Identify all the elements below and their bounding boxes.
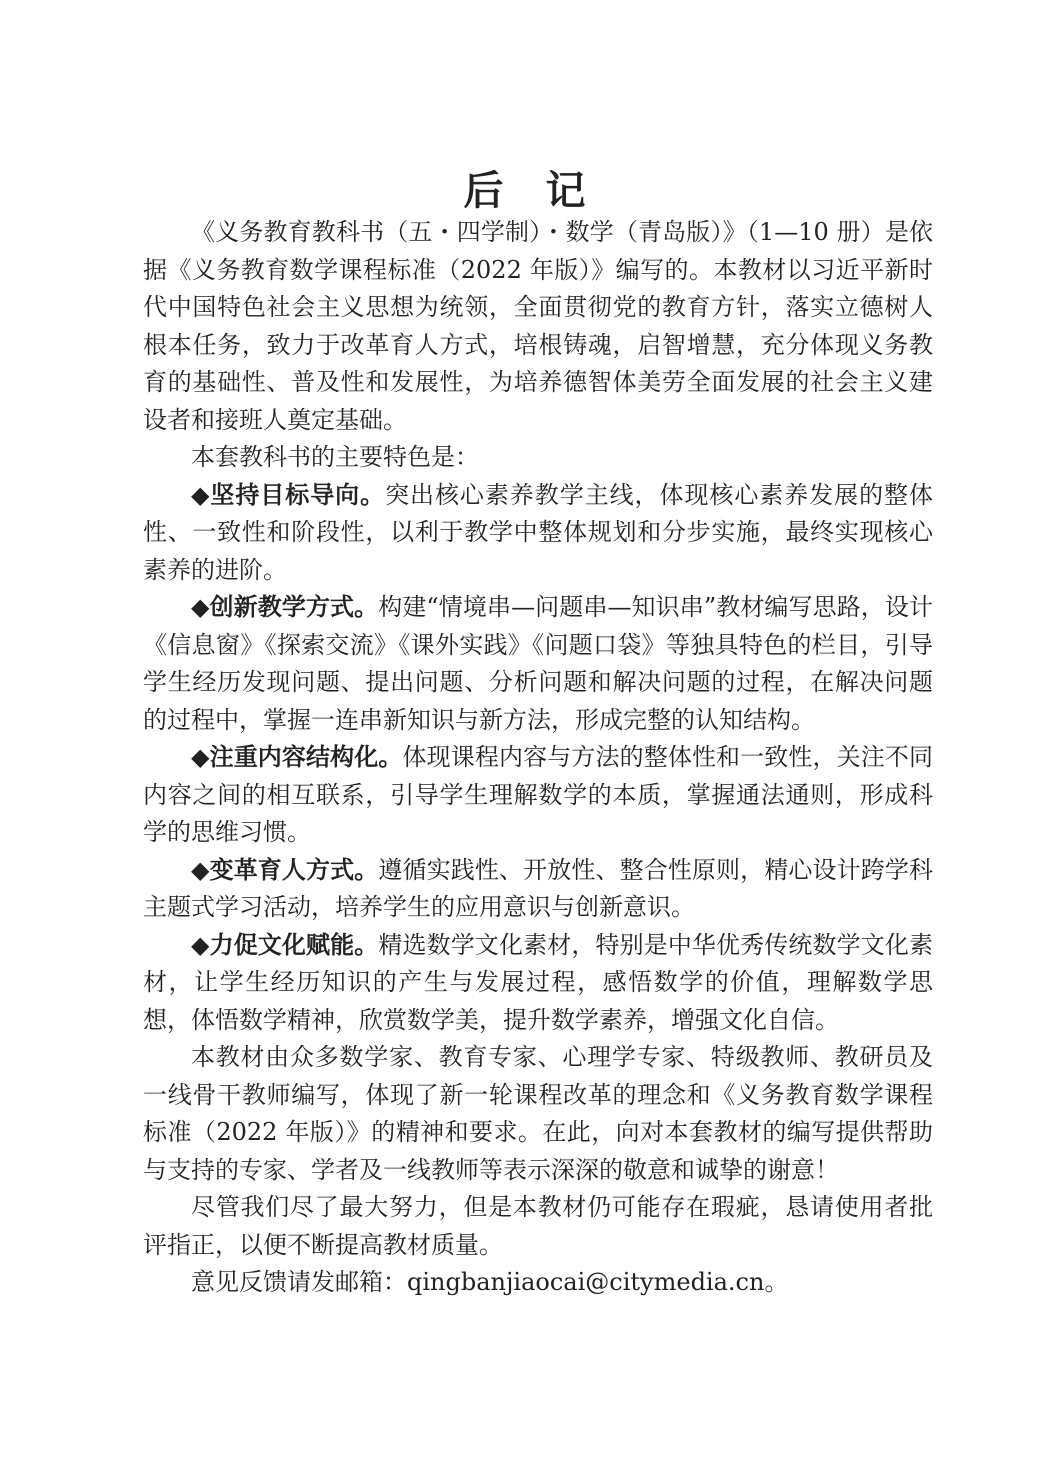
feature-heading: ◆坚持目标导向。 <box>191 480 386 509</box>
features-intro-paragraph: 本套教科书的主要特色是： <box>191 443 479 471</box>
feedback-request-paragraph: 尽管我们尽了最大努力，但是本教材仍可能存在瑕疵，恳请使用者批评指正，以便不断提高教材质量。 <box>143 1193 933 1259</box>
feature-paragraph-goal-orientation <box>143 477 933 590</box>
feature-text: 遵循实践性、开放性、整合性原则，精心设计跨学科主题式学习活动，培养学生的应用意识与创新意识。 <box>143 855 933 921</box>
feature-paragraph-teaching-innovation <box>143 589 933 739</box>
feedback-email-paragraph: 意见反馈请发邮箱：qingbanjiaocai@citymedia.cn。 <box>191 1268 789 1296</box>
page-title: 后记 <box>463 167 628 214</box>
feature-paragraph-education-reform <box>143 852 933 927</box>
authors-paragraph: 本教材由众多数学家、教育专家、心理学专家、特级教师、教研员及一线骨干教师编写，体现了新一轮课程改革的理念和《义务教育数学课程标准（2022 年版）》的精神和要求。在此，向对本套教材的编写提供帮助与支持的专家、学者及一线教师等表示深深的敬意和诚挚的谢意！ <box>143 1043 933 1184</box>
document-body <box>143 214 933 1302</box>
feature-paragraph-content-structure <box>143 739 933 852</box>
feature-text: 体现课程内容与方法的整体性和一致性，关注不同内容之间的相互联系，引导学生理解数学的本质，掌握通法通则，形成科学的思维习惯。 <box>143 743 934 846</box>
feature-text: 构建“情境串—问题串—知识串”教材编写思路，设计《信息窗》《探索交流》《课外实践》《问题口袋》等独具特色的栏目，引导学生经历发现问题、提出问题、分析问题和解决问题的过程，在解决问题的过程中，掌握一连串新知识与新方法，形成完整的认知结构。 <box>143 593 933 734</box>
feature-heading: ◆创新教学方式。 <box>191 593 379 621</box>
feature-heading: ◆变革育人方式。 <box>191 855 379 884</box>
feature-heading: ◆力促文化赋能。 <box>191 930 379 959</box>
feature-heading: ◆注重内容结构化。 <box>191 743 403 771</box>
intro-paragraph: 《义务教育教科书（五・四学制）・数学（青岛版）》（1—10 册）是依据《义务教育数学课程标准（2022 年版）》编写的。本教材以习近平新时代中国特色社会主义思想为统领，全面贯彻党的教育方针，落实立德树人根本任务，致力于改革育人方式，培根铸魂，启智增慧，充分体现义务教育的基础性、普及性和发展性，为培养德智体美劳全面发展的社会主义建设者和接班人奠定基础。 <box>143 218 933 434</box>
feature-paragraph-culture-empowerment <box>143 927 933 1040</box>
feature-text: 突出核心素养教学主线，体现核心素养发展的整体性、一致性和阶段性，以利于教学中整体规划和分步实施，最终实现核心素养的进阶。 <box>143 480 933 584</box>
feature-text: 精选数学文化素材，特别是中华优秀传统数学文化素材，让学生经历知识的产生与发展过程，感悟数学的价值，理解数学思想，体悟数学精神，欣赏数学美，提升数学素养，增强文化自信。 <box>143 930 933 1034</box>
